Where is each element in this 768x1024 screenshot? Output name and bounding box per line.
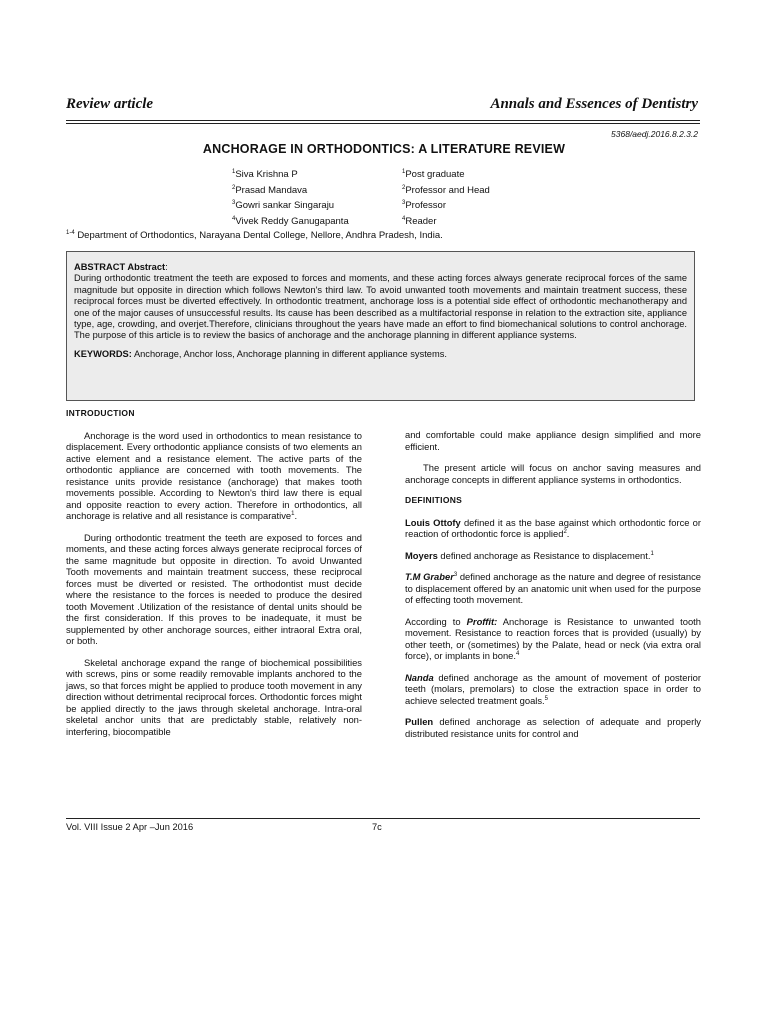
definition-item: According to Proffit: Anchorage is Resistance to unwanted tooth movement. Resistance to reaction forces that is provided (usually) by other teeth, or (sometimes) by the Palate, head or neck (via extra oral force), or implants in bone.$^4$: [405, 615, 702, 661]
role-item: $^1$Post graduate: [402, 169, 465, 181]
definition-item: Moyers defined anchorage as Resistance to displacement.$^1$: [405, 549, 654, 561]
paragraph: Anchorage is the word used in orthodontics to mean resistance to displacement. Every orthodontic appliance consists of two elements an active element and a resistance element. The active parts of the orthodontic appliance are concerned with tooth movements. The resistance units provide resistance (anchorage) that makes tooth movements possible. According to Newton's third law there is equal and opposite reaction to every action. Therefore in orthodontics, all anchorage is relative and all resistance is comparative$^1$.: [66, 429, 362, 521]
author-item: $^3$Gowri sankar Singaraju: [232, 200, 335, 212]
paragraph: During orthodontic treatment the teeth are exposed to forces and moments, and these acting forces always generate reciprocal forces of the same magnitude but opposite in direction. To avoid Unwanted Tooth movements and maintain treatment success, these reciprocal forces must be diverted or resisted. The orthodontist must decide where the resistance to the forces is needed to produce the desired tooth Movement .Utilization of the resistance of dental units should be the first consideration. If this proves to be inadequate, it must be supplemented by other anchorage sources, either intraoral Extra oral, or both.: [66, 531, 362, 646]
article-title: ANCHORAGE IN ORTHODONTICS: A LITERATURE REVIEW: [202, 142, 566, 156]
author-roles: [402, 166, 490, 229]
paragraph: Skeletal anchorage expand the range of biochemical possibilities with screws, pins or some readily removable implants anchored to the jaws, so that forces might be applied to produce tooth movement in any direction without detrimental reciprocal forces. Orthodontic forces might be applied directly to the jaws through skeletal anchorage. Intra-oral skeletal anchor units that are predictably stable, relatively non-interfering, biocompatible: [66, 656, 362, 737]
author-list: [232, 166, 349, 229]
keywords-label: KEYWORDS:: [74, 348, 132, 359]
author-item: $^1$Siva Krishna P: [232, 169, 298, 181]
header-rule-thin: [66, 123, 700, 124]
section-heading-introduction: INTRODUCTION: [66, 408, 135, 418]
issue-info: Vol. VIII Issue 2 Apr –Jun 2016: [66, 822, 194, 832]
role-item: $^2$Professor and Head: [402, 184, 490, 196]
keywords-text: Anchorage, Anchor loss, Anchorage planning in different appliance systems.: [133, 348, 447, 359]
section-heading-definitions: DEFINITIONS: [405, 495, 463, 505]
abstract-box: [66, 251, 695, 401]
abstract-body: During orthodontic treatment the teeth are exposed to forces and moments, and these acting forces always generate reciprocal forces of the same magnitude but opposite in direction which follows Newton's third law. To avoid unwanted tooth movements and maintain treatment success, these reciprocal forces must be diverted effectively. In orthodontic treatment, anchorage loss is a potential side effect of orthodontic mechanotherapy and one of the major causes of unsuccessful results. Its cause has been described as a multifactorial response in relation to the extraction site, appliance type, age, crowding, and overjet.Therefore, clinicians throughout the years have made an effort to find biomechanical solutions to control anchorage. The purpose of this article is to review the basics of anchorage and the anchorage planning in different appliance systems.: [74, 273, 687, 341]
article-type: Review article: [66, 96, 154, 112]
definition-item: T.M Graber$^3$ defined anchorage as the nature and degree of resistance to displacement offered by an anatomic unit when used for the purpose of effecting tooth movement.: [405, 571, 701, 605]
footer-rule: [66, 818, 700, 819]
doi: 5368/aedj.2016.8.2.3.2: [611, 129, 698, 139]
author-item: $^4$Vivek Reddy Ganugapanta: [232, 215, 349, 228]
author-item: $^2$Prasad Mandava: [232, 184, 308, 196]
keywords: [74, 349, 687, 360]
definition-item: Nanda defined anchorage as the amount of movement of posterior teeth (molars, premolars) to close the extraction space in order to achieve selected treatment goals.$^5$: [405, 671, 701, 706]
abstract-heading: ABSTRACT Abstract: [74, 262, 166, 272]
left-column: [66, 408, 362, 747]
definition-item: Louis Ottofy defined it as the base against which orthodontic force or reaction of orthodontic force is applied$^2$.: [405, 516, 701, 539]
page-number: 7c: [372, 822, 382, 832]
header-rule: [66, 120, 700, 121]
definition-item: Pullen defined anchorage as selection of adequate and properly distributed resistance units for control and: [405, 716, 701, 739]
paragraph: The present article will focus on anchor saving measures and anchorage concepts in different appliance systems in orthodontics.: [405, 462, 701, 485]
journal-name: Annals and Essences of Dentistry: [490, 96, 698, 112]
affiliation: $^{1-4}$ Department of Orthodontics, Narayana Dental College, Nellore, Andhra Pradesh, India.: [66, 230, 443, 242]
role-item: $^3$Professor: [402, 200, 446, 212]
role-item: $^4$Reader: [402, 215, 437, 228]
abstract-text: ABSTRACT Abstract: During orthodontic treatment the teeth are exposed to forces and moments, and these acting forces always generate reciprocal forces of the same magnitude but opposite in direction which follows Newton's third law. To avoid unwanted tooth movements and maintain treatment success, these reciprocal forces must be diverted effectively. In orthodontic treatment, anchorage loss is a potential side effect of orthodontic mechanotherapy and one of the major causes of unsuccessful results. Its cause has been described as a multifactorial response in relation to the extraction site, appliance type, age, crowding, and overjet.Therefore, clinicians throughout the years have made an effort to find biomechanical solutions to control anchorage. The purpose of this article is to review the basics of anchorage and the anchorage planning in different appliance systems.: [74, 262, 687, 341]
right-column: [405, 429, 701, 749]
paragraph: and comfortable could make appliance design simplified and more efficient.: [405, 429, 701, 452]
